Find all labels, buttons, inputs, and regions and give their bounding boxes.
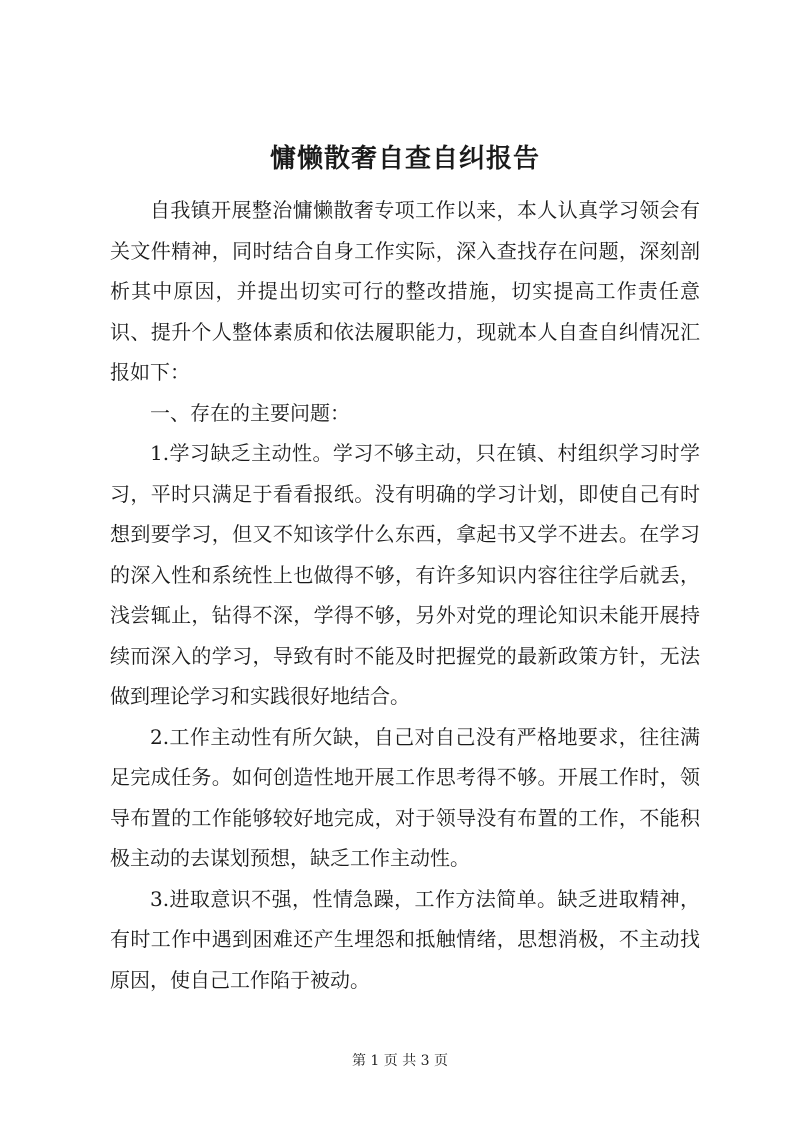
- document-body: [110, 190, 700, 1000]
- page-number-footer: 第 1 页 共 3 页: [351, 1053, 449, 1069]
- paragraph-intro: 自我镇开展整治慵懒散奢专项工作以来，本人认真学习领会有关文件精神，同时结合自身工作实际，深入查找存在问题，深刻剖析其中原因，并提出切实可行的整改措施，切实提高工作责任意识、提升个人整体素质和依法履职能力，现就本人自查自纠情况汇报如下：: [110, 198, 700, 384]
- paragraph-section-heading: 一、存在的主要问题：: [150, 400, 350, 425]
- paragraph-item-1: 1.学习缺乏主动性。学习不够主动，只在镇、村组织学习时学习，平时只满足于看看报纸。没有明确的学习计划，即使自己有时想到要学习，但又不知该学什么东西，拿起书又学不进去。在学习的深入性和系统性上也做得不够，有许多知识内容往往学后就丢，浅尝辄止，钻得不深，学得不够，另外对党的理论知识未能开展持续而深入的学习，导致有时不能及时把握党的最新政策方针，无法做到理论学习和实践很好地结合。: [110, 441, 700, 708]
- paragraph-item-3: 3.进取意识不强，性情急躁，工作方法简单。缺乏进取精神，有时工作中遇到困难还产生埋怨和抵触情绪，思想消极，不主动找原因，使自己工作陷于被动。: [110, 886, 700, 992]
- document-title: 慵懒散奢自查自纠报告: [269, 144, 540, 174]
- paragraph-item-2: 2.工作主动性有所欠缺，自己对自己没有严格地要求，往往满足完成任务。如何创造性地开展工作思考得不够。开展工作时，领导布置的工作能够较好地完成，对于领导没有布置的工作，不能积极主动的去谋划预想，缺乏工作主动性。: [110, 724, 700, 870]
